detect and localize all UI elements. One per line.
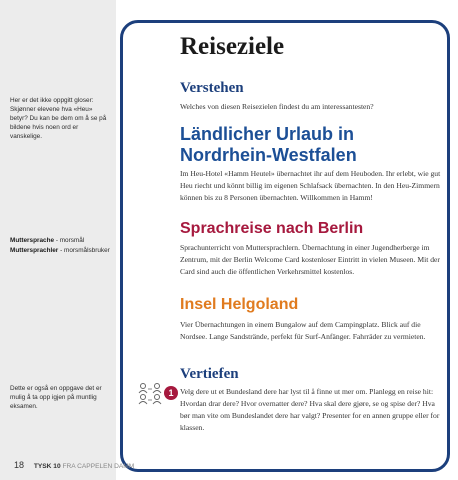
- page-number: 18: [14, 460, 25, 470]
- group-discussion-icon: [137, 380, 163, 406]
- destination-title-helgoland: Insel Helgoland: [180, 296, 299, 313]
- book-title: TYSK 10: [33, 463, 61, 470]
- page-title: Reiseziele: [180, 33, 285, 60]
- destination-title-nrw: Ländlicher Urlaub in Nordrhein-Westfalen: [180, 124, 357, 165]
- margin-column: [0, 0, 116, 480]
- page-footer: [14, 460, 134, 470]
- gloss-item-1: [10, 236, 110, 245]
- gloss-term: Muttersprachler: [10, 247, 59, 254]
- section-heading-verstehen: Verstehen: [180, 80, 244, 96]
- section-heading-vertiefen: Vertiefen: [180, 366, 239, 382]
- task-text: Velg dere ut et Bundesland dere har lyst til å finne ut mer om. Planlegg en reise hit: Hvordan drar dere? Hvor overnatter dere? Hva skal dere gjøre, se og spise der? Hva bør man vite om Bundeslandet dere har valgt? Presenter for en annen gruppe eller for klassen.: [180, 387, 440, 432]
- destination-title-berlin: Sprachreise nach Berlin: [180, 220, 364, 237]
- destination-text-nrw: Im Heu-Hotel «Hamm Heutel» übernachtet ihr auf dem Heuboden. Ihr erlebt, wie gut Heu riecht und könnt billig im eigenen Schlafsack übernachten. In den Heu-Zimmern können bis zu 8 Personen übernachten. Willkommen in Hamm!: [180, 169, 441, 202]
- gloss-definition: - morsmålsbruker: [58, 247, 110, 254]
- gloss-definition: - morsmål: [54, 237, 85, 244]
- teacher-note-2: Dette er også en oppgave det er mulig å ta opp igjen på muntlig eksamen.: [10, 385, 102, 410]
- teacher-note-1: Her er det ikke oppgitt gloser: Skjønner elevene hva «Heu» betyr? Du kan be dem om å se på bildene hvis noen ord er vanskelige.: [10, 97, 107, 140]
- publisher-name: FRA CAPPELEN DAMM: [60, 463, 135, 470]
- gloss-term: Muttersprache: [10, 237, 55, 244]
- destination-text-berlin: Sprachunterricht von Muttersprachlern. Übernachtung in einer Jugendherberge im Zentrum, mit der Berlin Welcome Card kostenloser Eintritt in vielen Museen. Mit der Card sind auch die öffentlichen Verkehrsmittel kostenlos.: [180, 243, 440, 276]
- question-text: Welches von diesen Reisezielen findest du am interessantesten?: [180, 102, 374, 111]
- task-number-badge: 1: [164, 386, 178, 400]
- gloss-item-2: [10, 246, 110, 255]
- destination-text-helgoland: Vier Übernachtungen in einem Bungalow auf dem Campingplatz. Blick auf die Nordsee. Lange Sandstrände, perfekt für Surf-Anfänger. Fahrräder zu vermieten.: [180, 320, 426, 341]
